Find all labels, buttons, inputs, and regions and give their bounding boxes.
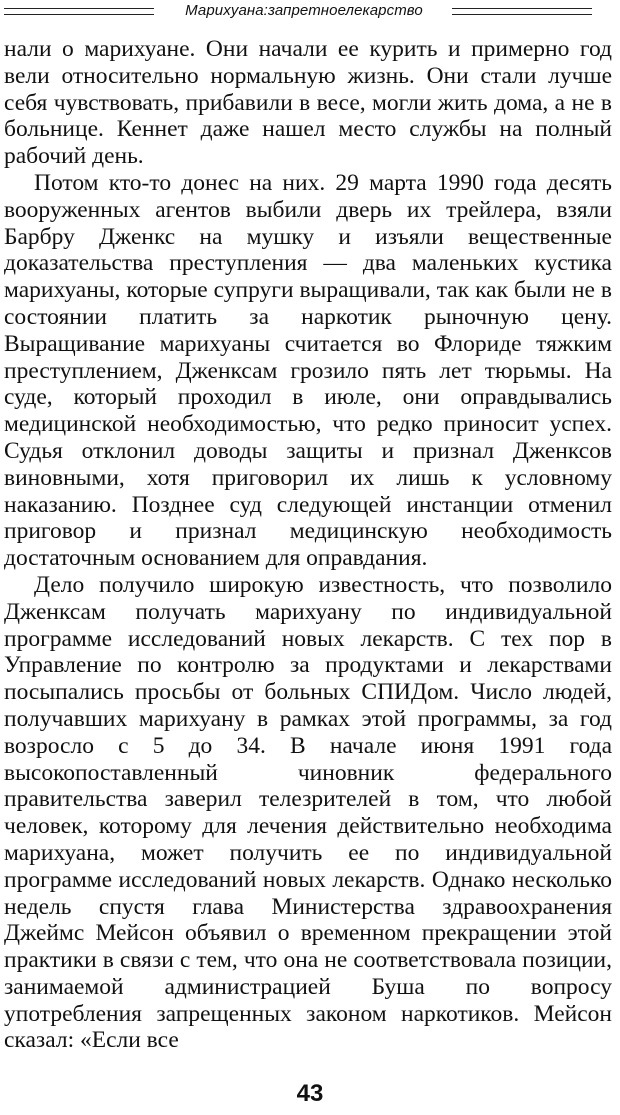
paragraph: Дело получило широкую известность, что позволило Дженксам получать марихуану по индивидуальной программе исследований новых лекарств. С тех пор в Управление по контролю за продуктами и лекарствами посыпались просьбы от больных СПИДом. Число людей, получавших марихуану в рамках этой программы, за год возросло с 5 до 34. В начале июня 1991 года высокопоставленный чиновник федерального правительства заверил телезрителей в том, что любой человек, которому для лечения действительно необходима марихуана, может получить ее по индивидуальной программе исследований новых лекарств. Однако несколько недель спустя глава Министерства здравоохранения Джеймс Мейсон объявил о временном прекращении этой практики в связи с тем, что она не соответствовала позиции, занимаемой администрацией Буша по вопросу употребления запрещенных законом наркотиков. Мейсон сказал: «Если все bbox=[4, 571, 612, 1054]
body-text bbox=[4, 36, 612, 1054]
page-number: 43 bbox=[296, 1080, 324, 1107]
paragraph-continued: нали о марихуане. Они начали ее курить и примерно год вели относительно нормальную жизнь. Они стали лучше себя чувствовать, прибавили в весе, могли жить дома, а не в больнице. Кеннет даже нашел место службы на полный рабочий день. bbox=[4, 36, 612, 170]
header-rule-right bbox=[452, 8, 592, 15]
running-header bbox=[0, 2, 620, 22]
header-rule-left bbox=[4, 8, 154, 15]
running-title: Марихуана:запретноелекарство bbox=[185, 2, 423, 19]
paragraph: Потом кто-то донес на них. 29 марта 1990 года десять вооруженных агентов выбили дверь их трейлера, взяли Барбру Дженкс на мушку и изъяли вещественные доказательства преступления — два маленьких кустика марихуаны, которые супруги выращивали, так как были не в состоянии платить за наркотик рыночную цену. Выращивание марихуаны считается во Флориде тяжким преступлением, Дженксам грозило пять лет тюрьмы. На суде, который проходил в июле, они оправдывались медицинской необходимостью, что редко приносит успех. Судья отклонил доводы защиты и признал Дженксов виновными, хотя приговорил их лишь к условному наказанию. Позднее суд следующей инстанции отменил приговор и признал медицинскую необходимость достаточным основанием для оправдания. bbox=[4, 169, 612, 572]
